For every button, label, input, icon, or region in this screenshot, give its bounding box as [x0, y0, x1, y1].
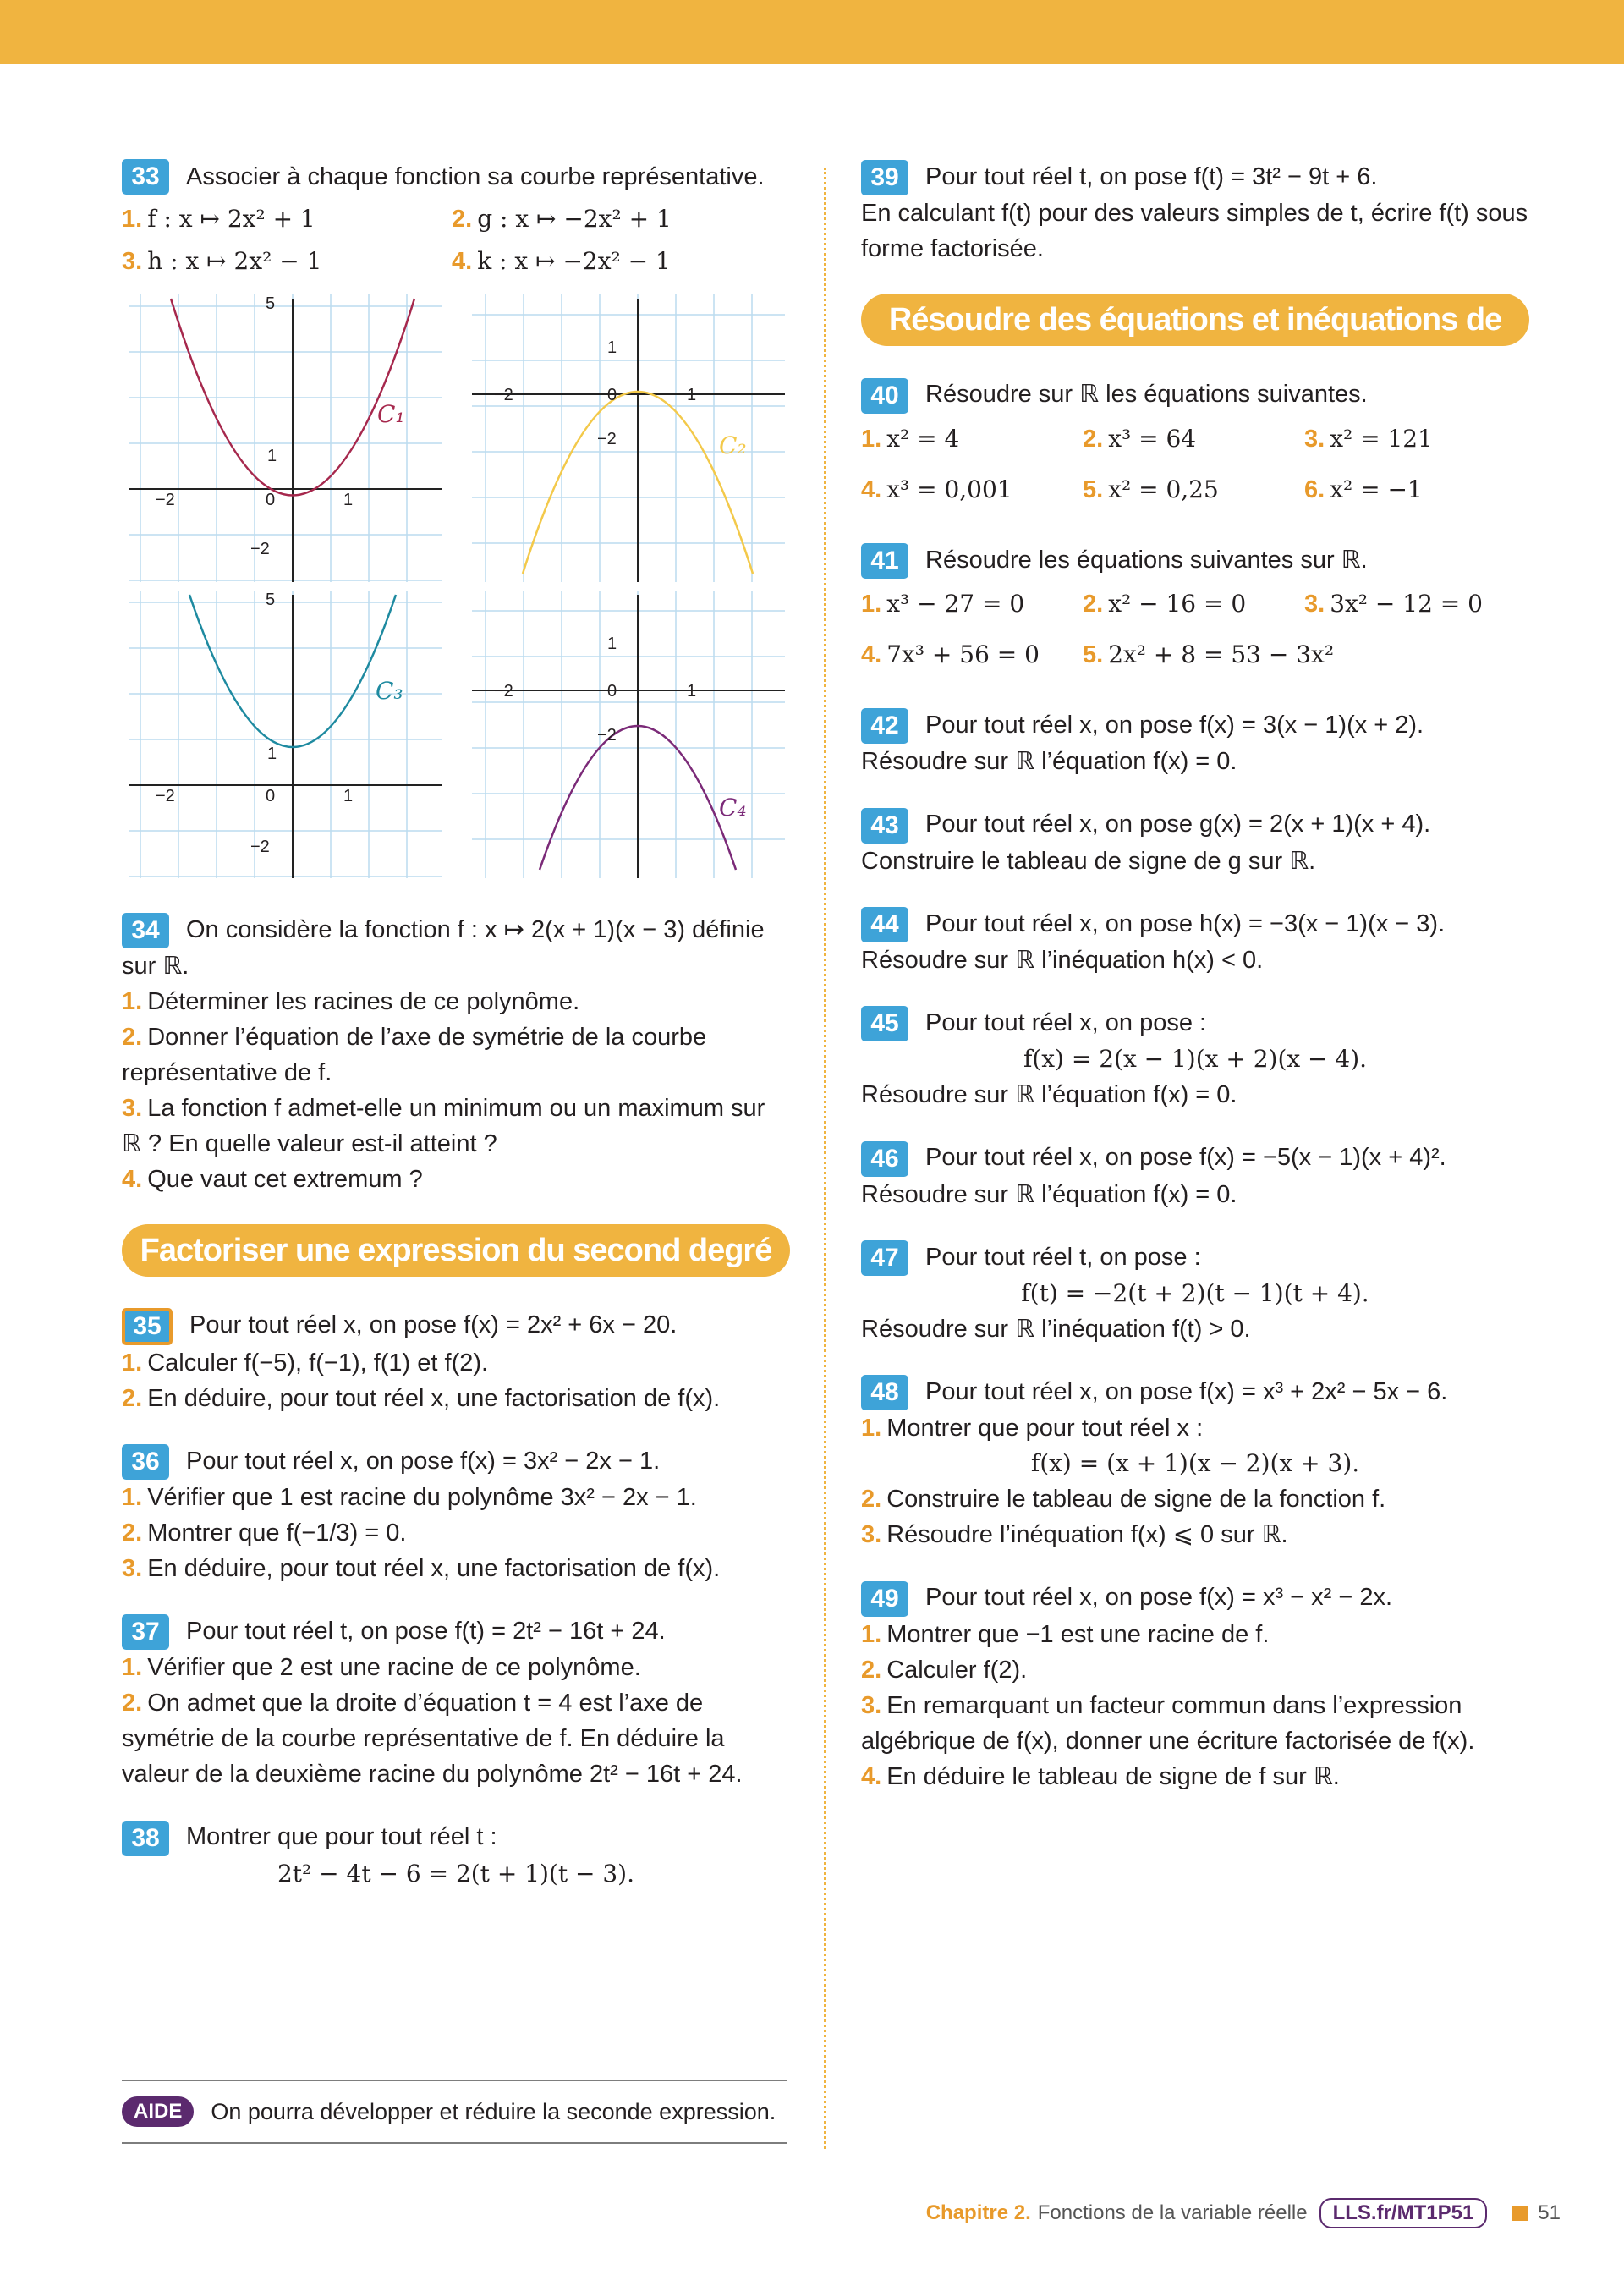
item-text: En remarquant un facteur commun dans l’expression algébrique de f(x), donner une écriture factorisée de f(x). [861, 1691, 1475, 1755]
exercise-number: 35 [122, 1308, 173, 1345]
section-banner-factoriser: Factoriser une expression du second degré [122, 1224, 790, 1277]
exercise-statement: Pour tout réel t, on pose f(t) = 2t² − 16t + 24. [186, 1618, 666, 1646]
exercise-46 [861, 1140, 1529, 1212]
item-text: Déterminer les racines de ce polynôme. [147, 988, 580, 1016]
aide-badge: AIDE [122, 2096, 194, 2127]
top-accent-bar [0, 0, 1624, 64]
item-text: En déduire, pour tout réel x, une factorisation de f(x). [147, 1384, 721, 1412]
exercise-47 [861, 1239, 1529, 1347]
item-number: 2. [122, 1519, 143, 1547]
item-number: 2. [861, 1486, 882, 1514]
exercise-question: En calculant f(t) pour des valeurs simples de t, écrire f(t) sous forme factorisée. [861, 200, 1528, 263]
graph-label-c3: C₃ [376, 677, 403, 705]
item-text: x² = 121 [1330, 424, 1433, 453]
item-number: 1. [861, 1415, 882, 1442]
graph-label-c1: C₁ [377, 400, 405, 428]
tick-label: 0 [607, 682, 617, 701]
item-text: La fonction f admet-elle un minimum ou un maximum sur ℝ ? En quelle valeur est-il atteint ? [122, 1095, 765, 1158]
tick-label: 5 [266, 294, 276, 313]
item-number: 4. [861, 475, 882, 503]
tick-label: 1 [687, 682, 697, 701]
aide-text: On pourra développer et réduire la seconde expression. [211, 2098, 776, 2124]
item-number: 1. [122, 206, 143, 233]
item-text: x² = 0,25 [1108, 475, 1219, 503]
tick-label: −2 [250, 838, 270, 856]
exercise-question: Résoudre sur ℝ l’équation f(x) = 0. [861, 748, 1237, 776]
exercise-43 [861, 806, 1529, 878]
item-text: x² = 4 [886, 424, 960, 453]
exercise-number: 39 [861, 160, 908, 195]
tick-label: −2 [597, 726, 617, 745]
exercise-statement: Pour tout réel x, on pose f(x) = 3x² − 2x − 1. [186, 1447, 661, 1475]
exercise-38 [122, 1819, 790, 1891]
exercise-statement: Pour tout réel x, on pose h(x) = −3(x − 1)(x − 3). [925, 909, 1446, 937]
tick-label: 1 [343, 787, 354, 805]
formula: f(x) = (x + 1)(x − 2)(x + 3). [1030, 1449, 1360, 1478]
item-text: h : x ↦ 2x² − 1 [147, 247, 322, 275]
exercise-number: 36 [122, 1444, 169, 1480]
tick-label: −2 [494, 682, 513, 701]
item-text: Résoudre l’inéquation f(x) ⩽ 0 sur ℝ. [886, 1521, 1288, 1549]
page-footer [926, 2198, 1561, 2228]
exercise-40 [861, 376, 1529, 514]
item-number: 5. [1083, 475, 1104, 503]
item-number: 5. [1083, 641, 1104, 669]
graphs-grid [122, 294, 790, 878]
exercise-number: 45 [861, 1006, 908, 1041]
item-text: Montrer que −1 est une racine de f. [886, 1620, 1270, 1648]
exercise-number: 46 [861, 1141, 908, 1177]
exercise-statement: Pour tout réel x, on pose f(x) = x³ − x² − 2x. [925, 1584, 1393, 1612]
tick-label: −2 [250, 540, 270, 558]
exercise-number: 34 [122, 913, 169, 948]
graph-label-c2: C₂ [719, 431, 747, 459]
exercise-statement: Pour tout réel x, on pose g(x) = 2(x + 1)(x + 4). [925, 811, 1431, 838]
exercise-44 [861, 906, 1529, 978]
item-text: k : x ↦ −2x² − 1 [477, 247, 671, 275]
item-number: 3. [122, 1095, 143, 1123]
item-number: 4. [861, 1762, 882, 1790]
item-text: Montrer que f(−1/3) = 0. [147, 1519, 407, 1547]
graph-label-c4: C₄ [719, 794, 747, 822]
item-number: 1. [122, 988, 143, 1016]
footer-subtitle: Fonctions de la variable réelle [1037, 2201, 1308, 2224]
item-number: 2. [122, 1024, 143, 1052]
item-text: Vérifier que 2 est une racine de ce polynôme. [147, 1654, 641, 1682]
item-number: 1. [122, 1654, 143, 1682]
exercise-statement: Pour tout réel x, on pose f(x) = 2x² + 6x − 20. [189, 1311, 678, 1339]
section-banner-resoudre: Résoudre des équations et inéquations de degré 2 ou 3 [861, 294, 1529, 346]
exercise-49 [861, 1580, 1529, 1794]
exercise-number: 42 [861, 708, 908, 744]
tick-label: 1 [267, 745, 277, 763]
exercise-statement: Pour tout réel t, on pose f(t) = 3t² − 9t + 6. [925, 163, 1378, 190]
item-number: 2. [122, 1690, 143, 1717]
item-text: 3x² − 12 = 0 [1330, 590, 1483, 618]
exercise-number: 37 [122, 1614, 169, 1650]
formula: 2t² − 4t − 6 = 2(t + 1)(t − 3). [277, 1859, 635, 1888]
item-number: 2. [1083, 591, 1104, 618]
item-text: On admet que la droite d’équation t = 4 est l’axe de symétrie de la courbe représentative de f. En déduire la valeur de la deuxième racine du polynôme 2t² − 16t + 24. [122, 1690, 743, 1789]
formula: f(x) = 2(x − 1)(x + 2)(x − 4). [1023, 1045, 1368, 1074]
left-column [122, 159, 790, 1919]
exercise-statement: Associer à chaque fonction sa courbe représentative. [186, 163, 765, 190]
exercise-statement: Pour tout réel x, on pose f(x) = x³ + 2x² − 5x − 6. [925, 1378, 1448, 1406]
exercise-34 [122, 912, 790, 1197]
tick-label: 0 [266, 787, 276, 805]
exercise-37 [122, 1613, 790, 1792]
item-text: g : x ↦ −2x² + 1 [477, 205, 672, 233]
item-text: x² − 16 = 0 [1108, 590, 1247, 618]
item-number: 1. [122, 1484, 143, 1512]
exercise-36 [122, 1443, 790, 1586]
tick-label: −2 [156, 787, 175, 805]
graph-c1 [129, 294, 442, 582]
item-text: Vérifier que 1 est racine du polynôme 3x² − 2x − 1. [147, 1484, 697, 1512]
item-number: 2. [452, 206, 473, 233]
item-number: 2. [861, 1656, 882, 1684]
exercise-question: Résoudre sur ℝ l’inéquation h(x) < 0. [861, 947, 1264, 975]
item-number: 3. [122, 248, 143, 275]
right-column [861, 159, 1529, 1822]
exercise-42 [861, 707, 1529, 779]
item-text: 2x² + 8 = 53 − 3x² [1108, 640, 1335, 669]
exercise-33 [122, 159, 790, 878]
item-number: 1. [122, 1349, 143, 1377]
item-number: 4. [861, 641, 882, 669]
exercise-number: 44 [861, 907, 908, 942]
item-number: 1. [861, 425, 882, 453]
item-text: x² = −1 [1330, 475, 1423, 503]
exercise-number: 43 [861, 808, 908, 844]
item-text: 7x³ + 56 = 0 [886, 640, 1040, 669]
column-divider [824, 168, 826, 2149]
tick-label: −2 [597, 430, 617, 448]
item-number: 3. [1304, 591, 1325, 618]
item-number: 4. [452, 248, 473, 275]
exercise-number: 47 [861, 1240, 908, 1276]
formula: f(t) = −2(t + 2)(t − 1)(t + 4). [1021, 1279, 1369, 1308]
item-number: 3. [861, 1521, 882, 1549]
item-text: En déduire le tableau de signe de f sur ℝ. [886, 1762, 1340, 1790]
exercise-statement: Résoudre les équations suivantes sur ℝ. [925, 546, 1368, 574]
item-number: 3. [122, 1555, 143, 1583]
exercise-number: 38 [122, 1821, 169, 1856]
item-text: x³ = 0,001 [886, 475, 1012, 503]
item-number: 3. [861, 1691, 882, 1719]
graph-c4 [472, 591, 785, 878]
exercise-41 [861, 542, 1529, 680]
tick-label: −2 [494, 386, 513, 404]
item-text: f : x ↦ 2x² + 1 [147, 205, 315, 233]
tick-label: 1 [687, 386, 697, 404]
footer-link[interactable]: LLS.fr/MT1P51 [1320, 2198, 1488, 2228]
exercise-number: 48 [861, 1375, 908, 1410]
tick-label: 1 [607, 338, 617, 357]
item-text: Que vaut cet extremum ? [147, 1166, 423, 1194]
exercise-statement: Pour tout réel x, on pose f(x) = 3(x − 1)(x + 2). [925, 712, 1424, 739]
exercise-statement: On considère la fonction f : x ↦ 2(x + 1)(x − 3) définie sur ℝ. [122, 916, 765, 981]
item-text: x³ = 64 [1108, 424, 1197, 453]
aide-box [122, 2080, 787, 2144]
exercise-number: 41 [861, 543, 908, 579]
item-text: x³ − 27 = 0 [886, 590, 1025, 618]
tick-label: 1 [267, 447, 277, 465]
tick-label: −2 [156, 491, 175, 509]
tick-label: 0 [607, 386, 617, 404]
item-text: Donner l’équation de l’axe de symétrie de la courbe représentative de f. [122, 1024, 707, 1087]
footer-square-icon [1512, 2206, 1528, 2221]
item-text: Montrer que pour tout réel x : [886, 1415, 1204, 1442]
exercise-number: 40 [861, 378, 908, 414]
exercise-statement: Pour tout réel x, on pose : [925, 1009, 1207, 1037]
item-text: Construire le tableau de signe de la fonction f. [886, 1486, 1386, 1514]
exercise-statement: Résoudre sur ℝ les équations suivantes. [925, 381, 1368, 409]
exercise-45 [861, 1005, 1529, 1113]
exercise-question: Résoudre sur ℝ l’inéquation f(t) > 0. [861, 1316, 1251, 1344]
tick-label: 5 [266, 591, 276, 609]
exercise-question: Construire le tableau de signe de g sur ℝ. [861, 847, 1316, 875]
exercise-35 [122, 1307, 790, 1415]
item-number: 2. [1083, 425, 1104, 453]
item-text: Calculer f(−5), f(−1), f(1) et f(2). [147, 1349, 489, 1377]
exercise-statement: Pour tout réel x, on pose f(x) = −5(x − 1)(x + 4)². [925, 1144, 1446, 1172]
exercise-number: 49 [861, 1581, 908, 1617]
exercise-39 [861, 159, 1529, 267]
item-number: 2. [122, 1384, 143, 1412]
exercise-48 [861, 1374, 1529, 1552]
exercise-statement: Pour tout réel t, on pose : [925, 1243, 1201, 1271]
footer-chapter: Chapitre 2. [925, 2201, 1031, 2224]
item-number: 6. [1304, 475, 1325, 503]
tick-label: 1 [607, 635, 617, 653]
item-number: 4. [122, 1166, 143, 1194]
tick-label: 1 [343, 491, 354, 509]
item-number: 1. [861, 591, 882, 618]
page-number: 51 [1538, 2201, 1561, 2224]
item-text: En déduire, pour tout réel x, une factorisation de f(x). [147, 1555, 721, 1583]
item-number: 1. [861, 1620, 882, 1648]
graph-c3 [129, 591, 442, 878]
item-number: 3. [1304, 425, 1325, 453]
exercise-number: 33 [122, 159, 169, 195]
tick-label: 0 [266, 491, 276, 509]
exercise-question: Résoudre sur ℝ l’équation f(x) = 0. [861, 1180, 1237, 1208]
exercise-statement: Montrer que pour tout réel t : [186, 1823, 497, 1851]
item-text: Calculer f(2). [886, 1656, 1028, 1684]
exercise-question: Résoudre sur ℝ l’équation f(x) = 0. [861, 1081, 1237, 1109]
